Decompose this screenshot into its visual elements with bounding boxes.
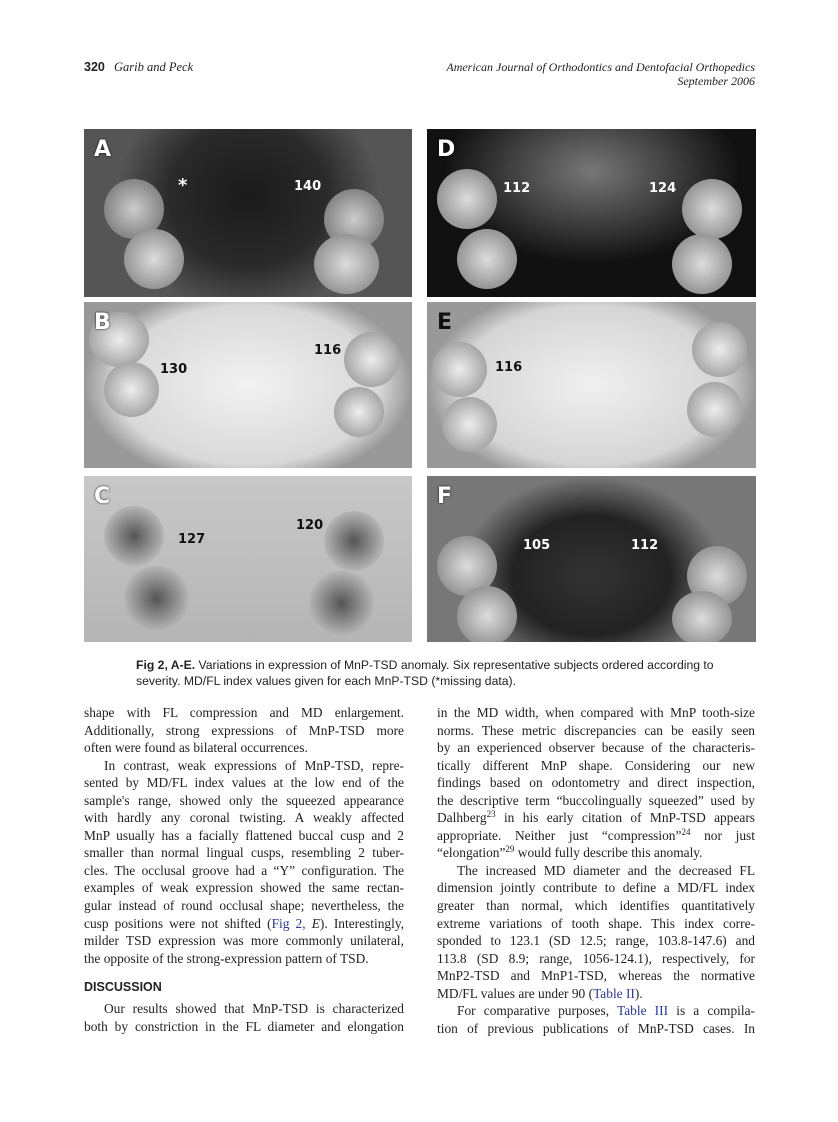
text-line [437,915,755,933]
text-run: sponded to 123.1 (SD 12.5; range, 103.8-147.6) and [437,933,755,949]
text-run: often were found as bilateral occurrences. [84,740,308,756]
body-text-block [437,704,755,1037]
page-number: 320 [84,60,105,74]
text-line [84,897,404,915]
text-line [84,722,404,740]
tooth-image [682,179,742,239]
tooth-image [104,506,164,566]
cross-reference-link[interactable]: Table III [616,1003,669,1019]
journal-name: American Journal of Orthodontics and Dentofacial Orthopedics [446,60,755,74]
tooth-image [672,234,732,294]
body-text-block [84,1000,404,1035]
text-run: cusp positions were not shifted ( [84,915,272,931]
panel-letter: F [437,484,453,509]
text-run: appropriate. Neither just “compression” [437,827,682,843]
text-run: smaller than normal lingual cusps, resembling 2 tuber- [84,845,404,861]
text-run: in his early citation of MnP-TSD appears [495,810,755,826]
panel-letter: B [94,310,111,335]
text-run: The increased MD diameter and the decreased FL [457,862,755,878]
text-line [84,704,404,722]
text-run: greater than normal, which identifies quantitatively [437,898,755,914]
text-line [437,809,755,827]
text-run: gular instead of round occlusal shape; nevertheless, the [84,898,404,914]
caption-text: Variations in expression of MnP-TSD anomaly. Six representative subjects ordered according to severity. MD/FL index values given for each MnP-TSD (*missing data). [136,658,714,688]
text-line [437,932,755,950]
text-run: E [311,915,320,931]
issue-date: September 2006 [677,74,755,88]
text-line [437,967,755,985]
text-line [84,1000,404,1018]
text-run: nor just [690,827,755,843]
text-run: extreme variations of tooth shape. This index corre- [437,915,755,931]
text-line [437,792,755,810]
tooth-image [344,332,399,387]
text-line [437,757,755,775]
running-header-right [446,60,755,88]
text-line [437,739,755,757]
citation-superscript[interactable]: 23 [486,809,496,820]
panel-label: 112 [631,538,659,553]
text-run: MD/FL values are under 90 ( [437,985,594,1001]
text-run: ). Interestingly, [319,915,404,931]
text-run: milder TSD expression was more commonly unilateral, [84,933,404,949]
figure-panel-c [84,476,412,642]
text-line [84,809,404,827]
text-run: dimension jointly contribute to define a MD/FL index [437,880,755,896]
panel-label: 127 [178,532,206,547]
tooth-image [457,229,517,289]
text-line [84,932,404,950]
figure-panel-f [427,476,756,642]
text-run: norms. These metric discrepancies can be easily seen [437,722,755,738]
text-run: In contrast, weak expressions of MnP-TSD, repre- [104,757,404,773]
tooth-image [324,511,384,571]
panel-label: 124 [649,181,677,196]
text-run: MnP2-TSD and MnP1-TSD, whereas the normative [437,968,755,984]
panel-letter: D [437,137,456,162]
text-line [437,985,755,1003]
citation-superscript[interactable]: 29 [505,844,515,855]
tooth-image [457,586,517,642]
panel-letter: E [437,310,453,335]
text-line [84,950,404,968]
tooth-image [442,397,497,452]
authors: Garib and Peck [113,60,194,74]
text-line [84,862,404,880]
text-run: MnP usually has a facially flattened buccal cusp and 2 [84,827,404,843]
text-line [84,844,404,862]
text-line [84,827,404,845]
panel-label: * [178,175,188,196]
text-line [437,1020,755,1038]
text-line [437,722,755,740]
text-run: Additionally, strong expressions of MnP-TSD more [84,722,404,738]
cross-reference-link[interactable]: Table II [593,985,635,1001]
panel-letter: C [94,484,111,509]
text-line [437,1002,755,1020]
text-run: with hardly any coronal twisting. A weakly affected [84,810,404,826]
panel-label: 120 [296,518,324,533]
tooth-image [672,591,732,642]
tooth-image [124,566,189,631]
figure-panel-d [427,129,756,297]
text-line [84,879,404,897]
text-run: shape with FL compression and MD enlargement. [84,705,404,720]
text-line [84,792,404,810]
text-line [84,915,404,933]
tooth-image [124,229,184,289]
panel-letter: A [94,137,112,162]
text-run: cles. The occlusal groove had a “Y” configuration. The [84,862,404,878]
right-column [437,704,755,1037]
text-run: findings based on odontometry and direct inspection, [437,775,755,791]
panel-label: 130 [160,362,188,377]
text-run: examples of weak expression showed the same rectan- [84,880,404,896]
tooth-image [314,234,379,294]
figure-panel-a [84,129,412,297]
text-run: “elongation” [437,845,506,861]
panel-label: 105 [523,538,551,553]
tooth-image [437,169,497,229]
caption-label: Fig 2, A-E. [136,658,196,672]
text-line [84,757,404,775]
tooth-image [104,362,159,417]
text-line [437,862,755,880]
text-run: both by constriction in the FL diameter and elongation [84,1018,404,1034]
text-line [437,774,755,792]
panel-label: 112 [503,181,531,196]
tooth-image [309,571,374,636]
body-text-block [84,704,404,967]
tooth-image [334,387,384,437]
tooth-image [432,342,487,397]
text-line [437,827,755,845]
text-run: For comparative purposes, [457,1003,617,1019]
tooth-image [692,322,747,377]
text-run: the descriptive term “buccolingually squeezed” used by [437,792,755,808]
text-run: tion of previous publications of MnP-TSD cases. In [437,1020,755,1036]
text-line [437,950,755,968]
text-run: would fully describe this anomaly. [514,845,703,861]
text-run: ). [634,985,643,1001]
tooth-image [687,382,742,437]
figure-caption [136,657,736,689]
text-line [84,774,404,792]
running-header-left [84,60,193,75]
text-run: sented by MD/FL index values at the low end of the [84,775,404,791]
text-run: in the MD width, when compared with MnP tooth-size [437,705,755,720]
panel-label: 116 [314,343,342,358]
left-column [84,704,404,1035]
figure-panel-e [427,302,756,468]
text-line [84,739,404,757]
text-line [84,1018,404,1036]
citation-superscript[interactable]: 24 [681,826,691,837]
text-line [437,897,755,915]
text-run: the opposite of the strong-expression pattern of TSD. [84,950,369,966]
text-run: Dalhberg [437,810,487,826]
text-line [437,704,755,722]
text-line [437,844,755,862]
text-line [437,879,755,897]
text-run: by an experienced observer because of the characteris- [437,740,755,756]
text-run: Our results showed that MnP-TSD is characterized [104,1001,404,1017]
text-run: sample's range, showed only the squeezed appearance [84,792,404,808]
cross-reference-link[interactable]: Fig 2, [271,915,312,931]
text-run: is a compila- [668,1003,755,1019]
figure-panel-b [84,302,412,468]
text-run: tically different MnP shape. Considering our new [437,757,755,773]
panel-label: 116 [495,360,523,375]
text-run: 113.8 (SD 8.9; range, 1056-124.1), respectively, for [437,950,755,966]
panel-label: 140 [294,179,322,194]
section-heading: DISCUSSION [84,980,162,995]
